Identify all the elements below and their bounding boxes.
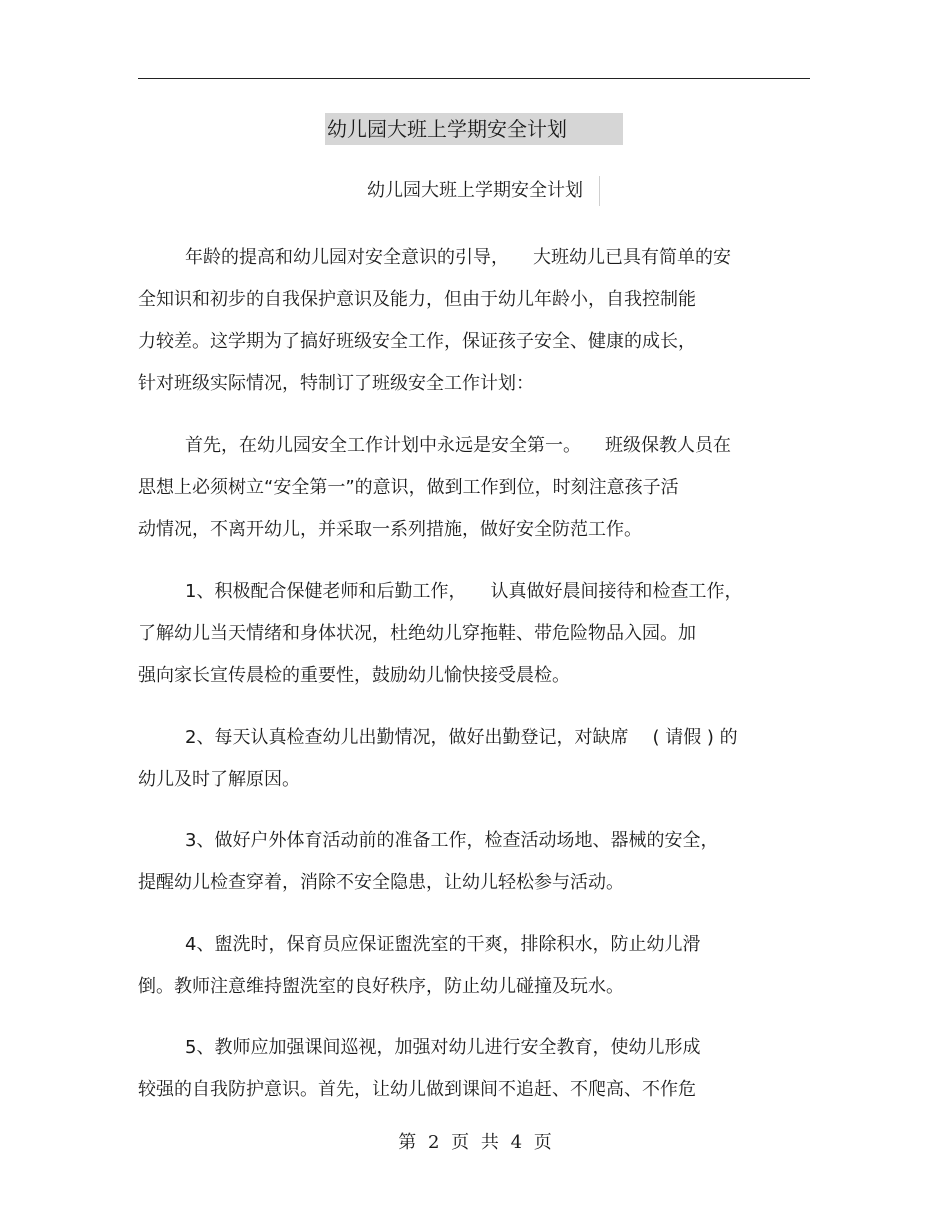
text-segment: 2、每天认真检查幼儿出勤情况，做好出勤登记，对缺席 — [185, 727, 629, 748]
text-line — [138, 327, 696, 357]
text-segment: 动情况，不离开幼儿，并采取一系列措施，做好安全防范工作。 — [138, 519, 642, 540]
text-segment: 3、做好户外体育活动前的准备工作，检查活动场地、器械的安全， — [185, 830, 719, 851]
text-line — [138, 473, 679, 503]
text-line — [185, 1033, 700, 1063]
text-segment: 力较差。这学期为了搞好班级安全工作，保证孩子安全、健康的成长， — [138, 331, 696, 352]
text-segment: 较强的自我防护意识。首先，让幼儿做到课间不追赶、不爬高、不作危 — [138, 1079, 696, 1100]
header-rule — [138, 78, 810, 79]
text-line — [185, 930, 700, 960]
text-line — [185, 826, 718, 856]
text-segment: 认真做好晨间接待和检查工作， — [490, 581, 743, 602]
text-line — [185, 577, 742, 607]
text-segment: 全知识和初步的自我保护意识及能力，但由于幼儿年龄小，自我控制能 — [138, 289, 696, 310]
text-line — [185, 723, 738, 753]
text-segment: 大班幼儿已具有简单的安 — [533, 247, 731, 268]
text-segment: 4、盥洗时，保育员应保证盥洗室的干爽，排除积水，防止幼儿滑 — [185, 934, 701, 955]
text-segment: 思想上必须树立“安全第一”的意识，做到工作到位，时刻注意孩子活 — [138, 477, 679, 498]
text-line — [185, 431, 731, 461]
text-line — [138, 1075, 696, 1105]
text-segment: 班级保教人员在 — [605, 435, 731, 456]
text-segment: 幼儿及时了解原因。 — [138, 769, 300, 790]
text-segment: 针对班级实际情况，特制订了班级安全工作计划： — [138, 373, 534, 394]
text-line — [138, 661, 570, 691]
text-segment: ( 请假 ) 的 — [652, 727, 738, 748]
text-line — [138, 285, 696, 315]
text-segment: 1、积极配合保健老师和后勤工作， — [185, 581, 467, 602]
text-segment: 首先，在幼儿园安全工作计划中永远是安全第一。 — [185, 435, 581, 456]
text-segment: 倒。教师注意维持盥洗室的良好秩序，防止幼儿碰撞及玩水。 — [138, 976, 624, 997]
document-title: 幼儿园大班上学期安全计划 — [325, 113, 623, 145]
text-line — [138, 619, 696, 649]
text-line — [138, 515, 642, 545]
text-segment: 提醒幼儿检查穿着，消除不安全隐患，让幼儿轻松参与活动。 — [138, 872, 624, 893]
text-line — [138, 868, 624, 898]
text-line — [138, 765, 300, 795]
text-segment: 了解幼儿当天情绪和身体状况，杜绝幼儿穿拖鞋、带危险物品入园。加 — [138, 623, 696, 644]
text-segment: 强向家长宣传晨检的重要性，鼓励幼儿愉快接受晨检。 — [138, 665, 570, 686]
text-line — [138, 369, 534, 399]
text-line — [138, 972, 624, 1002]
page-number-footer: 第 2 页 共 4 页 — [398, 1132, 552, 1153]
document-subtitle: 幼儿园大班上学期安全计划 — [367, 176, 600, 206]
text-segment: 5、教师应加强课间巡视，加强对幼儿进行安全教育，使幼儿形成 — [185, 1037, 701, 1058]
text-line — [185, 243, 731, 273]
text-segment: 年龄的提高和幼儿园对安全意识的引导， — [185, 247, 509, 268]
